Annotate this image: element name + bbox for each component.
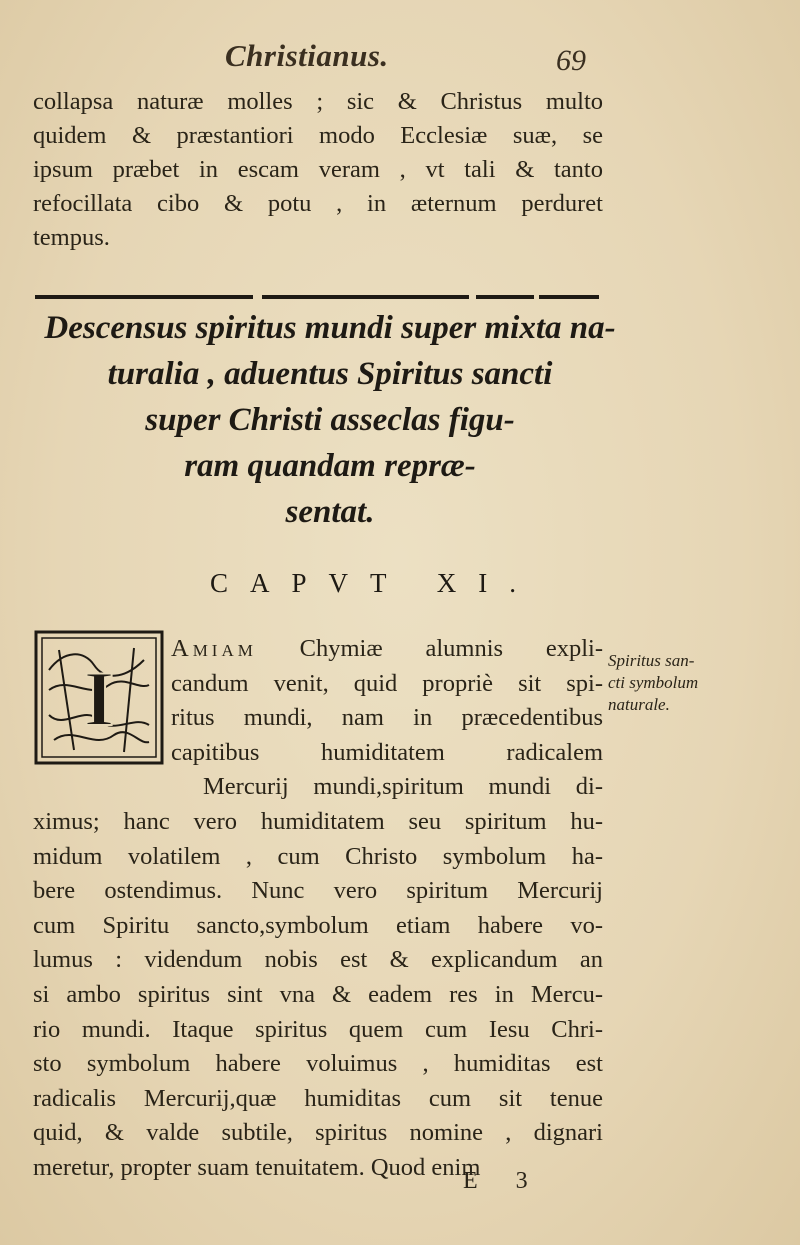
main-text — [33, 632, 603, 1186]
ornamental-rule — [476, 295, 534, 299]
page-number: 69 — [556, 44, 586, 77]
running-head: Christianus. — [225, 38, 389, 73]
text-line: sto symbolum habere voluimus , humiditas est — [33, 1050, 603, 1078]
text-line: midum volatilem , cum Christo symbolum ha- — [33, 842, 603, 870]
text-run: Chymiæ alumnis expli- — [299, 635, 603, 662]
top-paragraph — [33, 85, 603, 255]
heading-line: Descensus spiritus mundi super mixta na- — [44, 310, 616, 346]
heading-line: super Christi asseclas figu- — [145, 402, 515, 438]
text-line: quid, & valde subtile, spiritus nomine , dignari — [33, 1119, 603, 1147]
text-line: cum Spiritu sancto,symbolum etiam habere vo- — [33, 911, 603, 939]
text-line: Mercurij mundi,spiritum mundi di- — [203, 773, 603, 801]
heading-line: turalia , aduentus Spiritus sancti — [107, 356, 553, 392]
text-line: tempus. — [33, 224, 110, 251]
first-word: Amiam — [171, 635, 257, 662]
ornamental-rule — [539, 295, 599, 299]
text-line: capitibus humiditatem radicalem — [171, 738, 603, 766]
text-line: radicalis Mercurij,quæ humiditas cum sit tenue — [33, 1084, 603, 1112]
text-line: meretur, propter suam tenuitatem. Quod enim — [33, 1153, 481, 1181]
svg-text:I: I — [83, 655, 115, 742]
text-line — [171, 632, 603, 667]
text-line: lumus : videndum nobis est & explicandum an — [33, 946, 603, 974]
text-line: ximus; hanc vero humiditatem seu spiritum hu- — [33, 807, 603, 835]
margin-note-line: cti symbolum — [608, 673, 699, 692]
text-line: ipsum præbet in escam veram , vt tali & tanto — [33, 156, 603, 183]
chapter-heading — [40, 305, 620, 535]
text-line: refocillata cibo & potu , in æternum perduret — [33, 190, 603, 217]
text-line: ritus mundi, nam in præcedentibus — [171, 704, 603, 732]
heading-line: sentat. — [285, 494, 375, 530]
text-line: collapsa naturæ molles ; sic & Christus multo — [33, 88, 603, 115]
text-line: si ambo spiritus sint vna & eadem res in Mercu- — [33, 980, 603, 1008]
ornamental-rule — [35, 295, 253, 299]
ornamental-rule — [262, 295, 469, 299]
margin-note-line: naturale. — [608, 695, 670, 714]
signature-mark: E 3 — [463, 1168, 544, 1194]
text-line: candum venit, quid propriè sit spi- — [171, 669, 603, 697]
text-line: bere ostendimus. Nunc vero spiritum Mercurij — [33, 877, 603, 905]
margin-note-line: Spiritus san- — [608, 651, 695, 670]
margin-note — [608, 650, 788, 716]
heading-line: ram quandam repræ- — [184, 448, 476, 484]
text-line: rio mundi. Itaque spiritus quem cum Iesu Chri- — [33, 1015, 603, 1043]
chapter-number: CAPVT XI. — [210, 568, 539, 598]
text-line: quidem & præstantiori modo Ecclesiæ suæ, se — [33, 122, 603, 149]
